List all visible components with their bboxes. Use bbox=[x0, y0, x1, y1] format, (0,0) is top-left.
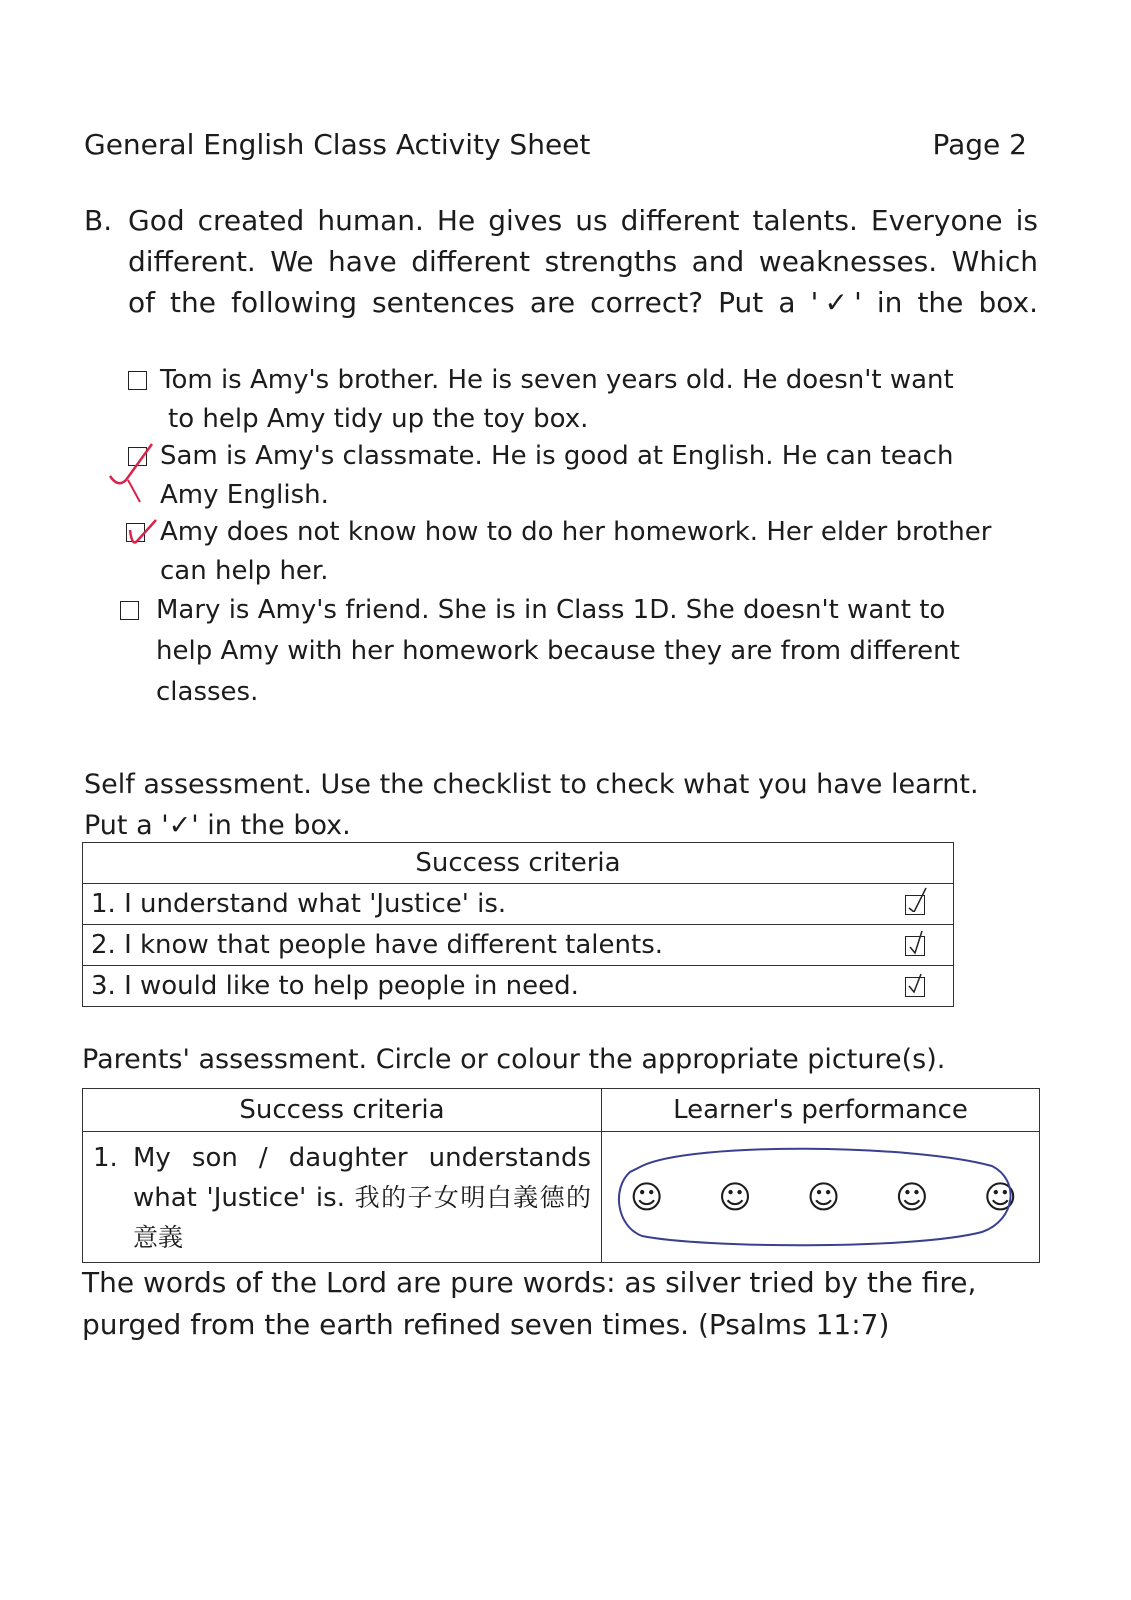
self-assessment-line: Put a '✓' in the box. bbox=[84, 810, 351, 841]
option-checkbox[interactable] bbox=[128, 371, 147, 390]
verse-line: The words of the Lord are pure words: as silver tried by the fire, bbox=[82, 1266, 977, 1299]
instruction-line: different. We have different strengths and weaknesses. Which bbox=[128, 245, 1038, 278]
option-line: classes. bbox=[156, 677, 259, 707]
parents-assessment-table bbox=[82, 1088, 1040, 1263]
criterion-cell: 3. I would like to help people in need. bbox=[83, 966, 878, 1007]
option-text bbox=[160, 513, 991, 591]
check-cell bbox=[877, 884, 954, 925]
smiley-face-icon[interactable]: ☺ bbox=[983, 1178, 1017, 1216]
performance-cell bbox=[602, 1132, 1040, 1263]
smiley-face-icon[interactable]: ☺ bbox=[895, 1178, 929, 1216]
blue-circle-mark bbox=[612, 1136, 1012, 1252]
criterion-cell: 2. I know that people have different talents. bbox=[83, 925, 878, 966]
check-cell bbox=[877, 925, 954, 966]
criterion-checkbox[interactable] bbox=[905, 936, 925, 956]
criterion-en: My son / daughter understands what 'Justice' is. bbox=[133, 1143, 591, 1213]
smiley-face-icon[interactable]: ☺ bbox=[718, 1178, 752, 1216]
criterion-checkbox[interactable] bbox=[905, 977, 925, 997]
self-assessment-line: Self assessment. Use the checklist to check what you have learnt. bbox=[84, 769, 979, 800]
option-line: Amy does not know how to do her homework. Her elder brother bbox=[160, 517, 992, 547]
self-assessment-table bbox=[82, 842, 954, 1007]
table-row bbox=[83, 966, 954, 1007]
option-line: help Amy with her homework because they are from different bbox=[156, 636, 960, 666]
table-header: Learner's performance bbox=[602, 1089, 1040, 1132]
table-row bbox=[83, 884, 954, 925]
smiley-face-icon[interactable]: ☺ bbox=[806, 1178, 841, 1216]
option-checkbox[interactable] bbox=[120, 601, 139, 620]
option-line: Tom is Amy's brother. He is seven years old. He doesn't want bbox=[160, 365, 954, 395]
option-line: Sam is Amy's classmate. He is good at English. He can teach bbox=[160, 441, 954, 471]
instruction-line: of the following sentences are correct? Put a '✓' in the box. bbox=[128, 286, 1038, 319]
verse-line: purged from the earth refined seven times. (Psalms 11:7) bbox=[82, 1308, 890, 1341]
page-number: Page 2 bbox=[932, 128, 1027, 161]
criterion-number: 1. bbox=[93, 1143, 118, 1173]
instruction-line: God created human. He gives us different talents. Everyone is bbox=[128, 204, 1038, 237]
option-line: can help her. bbox=[160, 556, 329, 586]
table-header: Success criteria bbox=[83, 843, 954, 884]
option-line: Amy English. bbox=[160, 480, 329, 510]
criterion-cell: 1. I understand what 'Justice' is. bbox=[83, 884, 878, 925]
parents-assessment-intro: Parents' assessment. Circle or colour the appropriate picture(s). bbox=[82, 1044, 946, 1075]
check-cell bbox=[877, 966, 954, 1007]
option-text bbox=[160, 437, 953, 515]
smiley-face-icon[interactable]: ☺ bbox=[630, 1178, 664, 1216]
self-assessment-intro bbox=[84, 764, 979, 846]
tick-icon bbox=[906, 929, 928, 955]
sheet-title: General English Class Activity Sheet bbox=[84, 128, 591, 161]
tick-icon bbox=[906, 972, 928, 998]
option-line: Mary is Amy's friend. She is in Class 1D. She doesn't want to bbox=[156, 595, 946, 625]
table-header: Success criteria bbox=[83, 1089, 602, 1132]
option-line: to help Amy tidy up the toy box. bbox=[168, 404, 589, 434]
table-row bbox=[83, 1132, 1040, 1263]
criterion-zh: 我的子女明白義德的意義 bbox=[133, 1183, 591, 1252]
red-tick-icon bbox=[110, 444, 152, 483]
option-text bbox=[160, 361, 954, 439]
section-b-instructions bbox=[128, 200, 1038, 323]
criterion-text bbox=[133, 1138, 591, 1258]
criterion-cell bbox=[83, 1132, 602, 1263]
table-row bbox=[83, 925, 954, 966]
tick-icon bbox=[906, 886, 928, 912]
criterion-checkbox[interactable] bbox=[905, 895, 925, 915]
bible-verse bbox=[82, 1262, 1042, 1346]
section-letter: B. bbox=[84, 204, 113, 237]
option-text bbox=[156, 590, 960, 713]
red-tick-icon bbox=[130, 520, 156, 542]
red-tick-marks bbox=[100, 436, 170, 566]
